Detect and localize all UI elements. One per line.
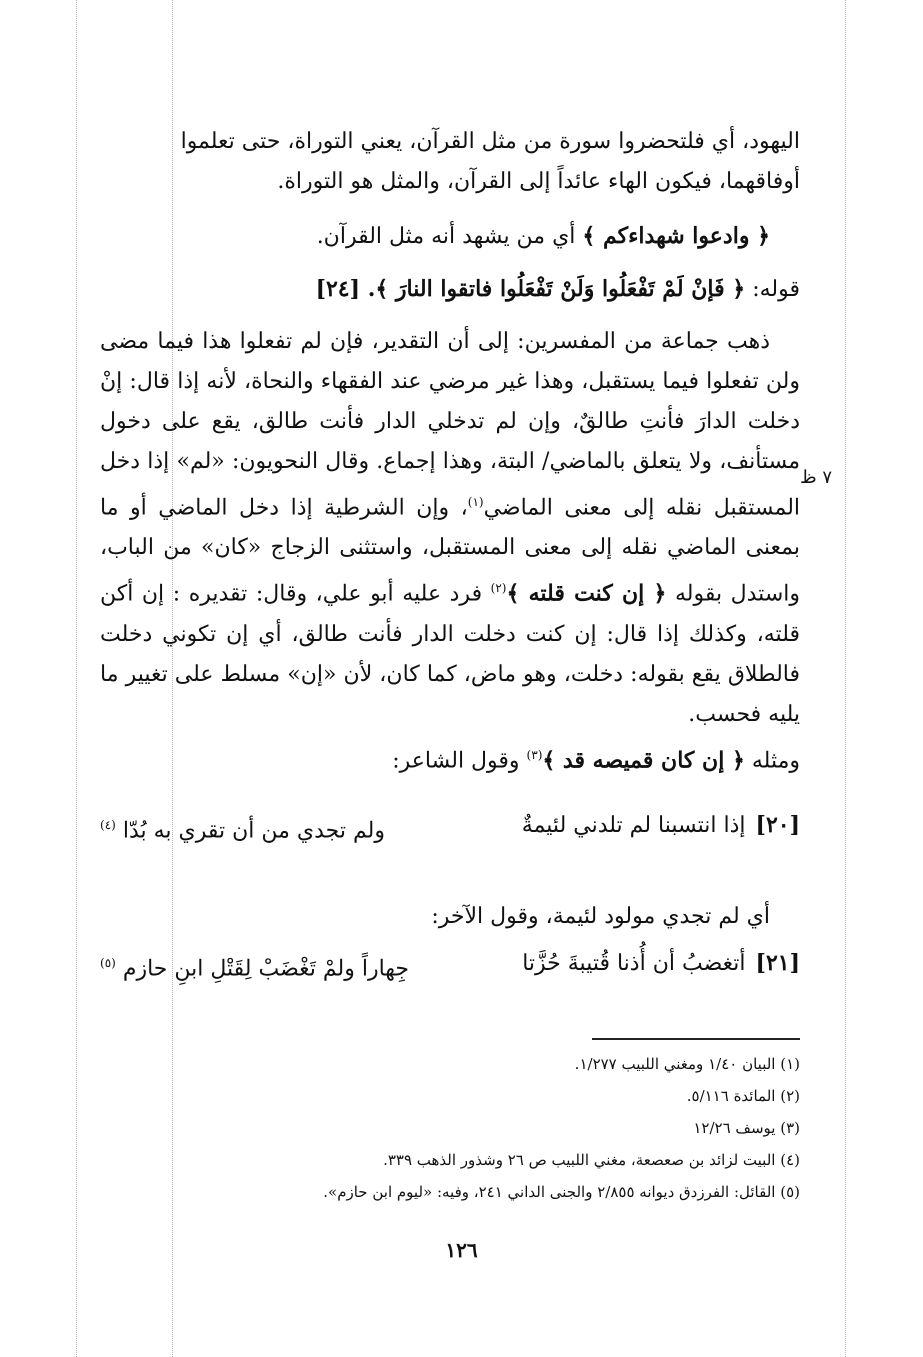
verse-21-second-hemistich <box>100 943 409 989</box>
verse-21-first-hemistich <box>522 943 800 989</box>
footnote-ref-3: (٣) <box>526 747 543 762</box>
scan-dotted-line-left <box>76 0 77 1357</box>
intro-line-2: أوفاقهما، فيكون الهاء عائداً إلى القرآن، والمثل هو التوراة. <box>277 169 800 194</box>
footnote-4: (٤) البيت لزائد بن صعصعة، مغني اللبيب ص ٢٦ وشذور الذهب ٣٣٩. <box>383 1150 800 1169</box>
manuscript-folio-marker: ٧ ظ <box>800 467 833 488</box>
verse-reference: . [٢٤] <box>315 276 376 302</box>
quran-verse-2: ﴿ فَإنْ لَمْ تَفْعَلُوا وَلَنْ تَفْعَلُوا فاتقوا النارَ ﴾ <box>375 276 746 302</box>
paragraph-4 <box>100 735 800 781</box>
quote-2 <box>100 269 800 310</box>
verse-20-second-text: ولم تجدي من أن تقري به بُدّا <box>122 818 385 844</box>
poem-verse-20 <box>100 805 800 851</box>
footnote-ref-2: (٢) <box>490 581 507 596</box>
verse-21-first-text: أتغضبُ أن أُذنا قُتيبةَ حُزَّتا <box>522 951 746 977</box>
paragraph-5: أي لم تجدي مولود لئيمة، وقول الآخر: <box>431 904 770 930</box>
quote-2-lead: قوله: <box>745 277 800 302</box>
page-body <box>100 122 800 1208</box>
verse-20-first-text: إذا انتسبنا لم تلدني لئيمةٌ <box>521 812 746 838</box>
verse-21-second-text: جِهاراً ولمْ تَغْضَبْ لِقَتْلِ ابنِ حازم <box>122 956 410 982</box>
footnote-3: (٣) يوسف ١٢/٢٦ <box>693 1118 800 1137</box>
page-number: ١٢٦ <box>445 1238 478 1262</box>
paragraph-4-lead: ومثله <box>744 747 800 773</box>
footnote-ref-4: (٤) <box>100 817 116 832</box>
paragraph-4-text: وقول الشاعر: <box>392 747 527 773</box>
quran-verse-4: ﴿ إن كان قميصه قد ﴾ <box>542 746 745 773</box>
verse-21-number: [٢١] <box>755 950 800 977</box>
footnotes <box>100 1048 800 1208</box>
footnote-1: (١) البيان ١/٤٠ ومغني اللبيب ١/٢٧٧. <box>574 1054 800 1073</box>
verse-20-number: [٢٠] <box>755 811 800 838</box>
verse-20-first-hemistich <box>522 805 800 851</box>
quran-verse-1: ﴿ وادعوا شهداءكم ﴾ <box>582 223 770 249</box>
quote-1 <box>100 216 800 257</box>
scan-dotted-line-right <box>845 0 846 1357</box>
paragraph-1: ذهب جماعة من المفسرين: إلى أن التقدير، فإن لم تفعلوا هذا فيما مضى ولن تفعلوا فيما يستقبل، وهذا غير مرضي عند الفقهاء والنحاة، لأنه إذا قال: إنْ دخلت الدارَ فأنتِ طالقٌ، وإن لم تدخلي الدار فأنت طالق، يقع على دخول مستأنف، ولا يتعلق بالماضي/ البتة، وهذا إجماع. وقال النحويون: «لم» إذا دخل المستقبل نقله إلى معنى الماضي <box>100 329 801 521</box>
intro-line-1: اليهود، أي فلتحضروا سورة من مثل القرآن، يعني التوراة، حتى تعلموا <box>180 129 800 154</box>
footnote-ref-1: (١) <box>467 495 484 509</box>
verse-20-second-hemistich <box>100 805 385 851</box>
paragraph-2: ، وإن الشرطية إذا دخل الماضي أو ما بمعنى الماضي نقله إلى معنى المستقبل، واستثنى الزجاج «كان» من الباب، واستدل بقوله <box>100 495 800 607</box>
footnote-2: (٢) المائدة ٥/١١٦. <box>686 1086 800 1105</box>
footnote-ref-5: (٥) <box>100 956 116 971</box>
main-paragraph <box>100 322 800 735</box>
quran-verse-3: ﴿ إن كنت قلته ﴾ <box>506 580 667 607</box>
quote-1-text: أي من يشهد أنه مثل القرآن. <box>316 224 583 249</box>
footnote-divider <box>592 1038 800 1040</box>
paragraph-3: فرد عليه أبو علي، وقال: تقديره : إن أكن قلته، وكذلك إذا قال: إن كنت دخلت الدار فأنت طالق، أي إن تكوني دخلت فالطلاق يقع بقوله: دخلت، وهو ماض، كما كان، لأن «إن» مسلط على تغيير ما يليه فحسب. <box>100 581 800 727</box>
poem-verse-21 <box>100 943 800 989</box>
footnote-5: (٥) القائل: الفرزدق ديوانه ٢/٨٥٥ والجنى الداني ٢٤١، وفيه: «ليوم ابن حازم». <box>323 1182 800 1201</box>
